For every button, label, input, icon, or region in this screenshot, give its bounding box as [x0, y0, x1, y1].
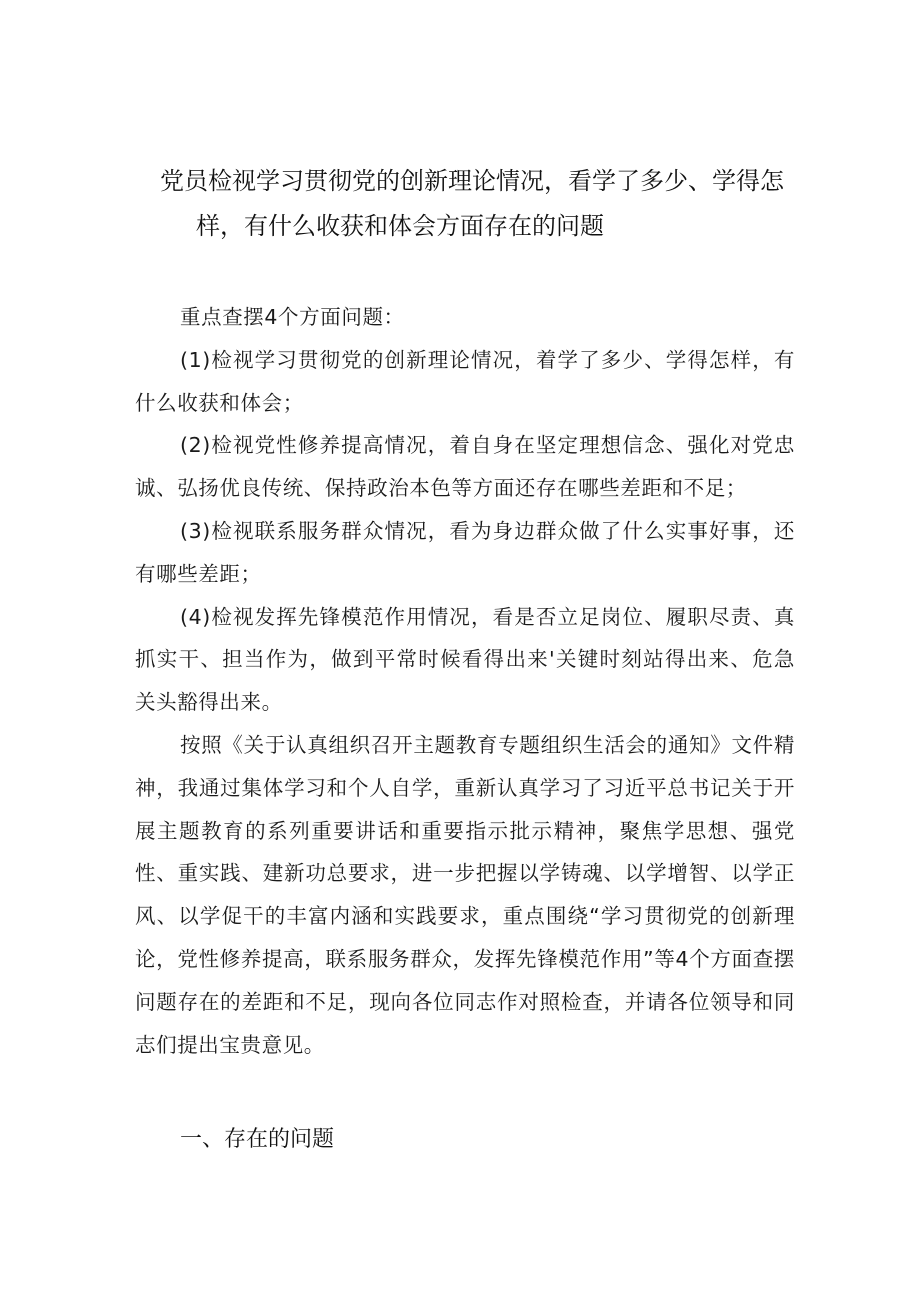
intro-paragraph: 重点查摆4个方面问题： — [180, 305, 405, 329]
title-line-2: 样，有什么收获和体会方面存在的问题 — [196, 212, 604, 240]
document-body — [135, 296, 795, 1066]
list-item-4: (4)检视发挥先锋模范作用情况，看是否立足岗位、履职尽责、真抓实干、担当作为，做到平常时候看得出来'关键时刻站得出来、危急关头豁得出来。 — [135, 604, 795, 715]
title-line-1: 党员检视学习贯彻党的创新理论情况，看学了多少、学得怎 — [160, 167, 784, 195]
list-item-1: (1)检视学习贯彻党的创新理论情况，着学了多少、学得怎样，有什么收获和体会； — [135, 347, 795, 415]
list-item-2: (2)检视党性修养提高情况，着自身在坚定理想信念、强化对党忠诚、弘扬优良传统、保持政治本色等方面还存在哪些差距和不足； — [135, 433, 795, 501]
main-paragraph: 按照《关于认真组织召开主题教育专题组织生活会的通知》文件精神，我通过集体学习和个人自学，重新认真学习了习近平总书记关于开展主题教育的系列重要讲话和重要指示批示精神，聚焦学思想、强党性、重实践、建新功总要求，进一步把握以学铸魂、以学增智、以学正风、以学促干的丰富内涵和实践要求，重点围绕“学习贯彻党的创新理论，党性修养提高，联系服务群众，发挥先锋模范作用”等4个方面查摆问题存在的差距和不足，现向各位同志作对照检查，并请各位领导和同志们提出宝贵意见。 — [135, 732, 795, 1057]
list-item-3: (3)检视联系服务群众情况，看为身边群众做了什么实事好事，还有哪些差距； — [135, 518, 795, 586]
document-title — [160, 163, 800, 244]
section-heading: 一、存在的问题 — [180, 1127, 335, 1152]
